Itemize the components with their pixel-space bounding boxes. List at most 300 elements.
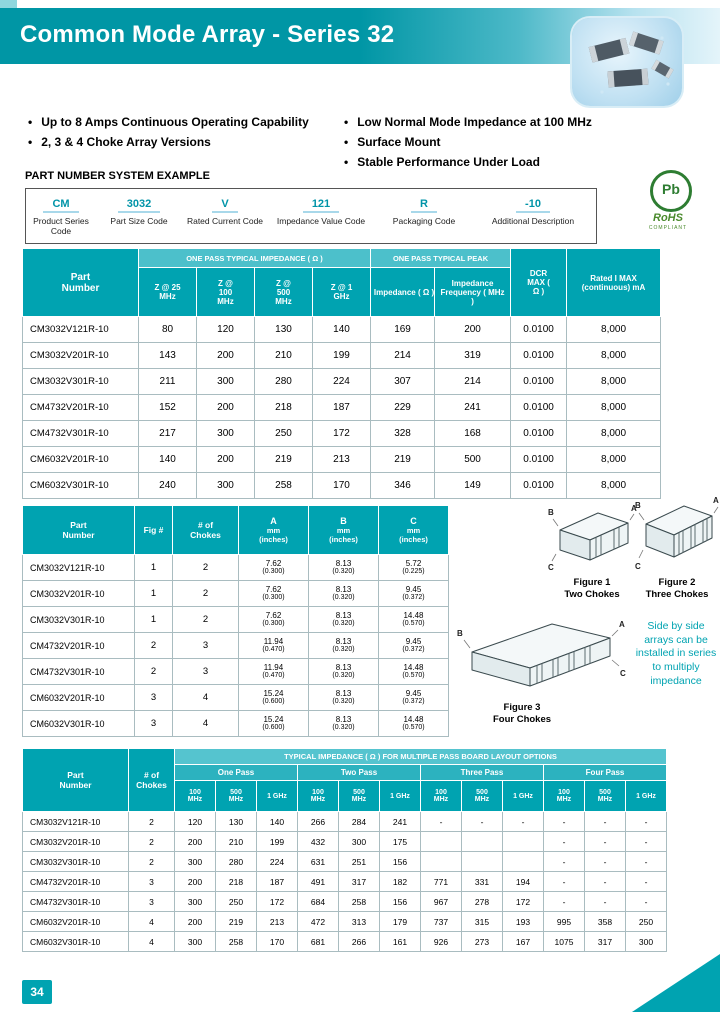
t3-freq-header <box>257 781 298 812</box>
table-row <box>23 659 449 685</box>
dimension-cell <box>379 711 449 737</box>
value-cell: 152 <box>139 395 197 421</box>
figure3-drawing <box>452 612 628 700</box>
value-cell: 284 <box>339 812 380 832</box>
table-row <box>23 892 667 912</box>
t2-header-part-label: Part Number <box>62 520 95 540</box>
value-cell: 140 <box>313 317 371 343</box>
bullet-text: Surface Mount <box>357 134 441 149</box>
pb-free-icon <box>650 170 692 212</box>
feature-bullet <box>344 116 704 130</box>
value-cell: 280 <box>255 369 313 395</box>
t3-freq-header <box>462 781 503 812</box>
part-number-cell: CM3032V201R-10 <box>23 581 135 607</box>
chokes-cell: 3 <box>173 633 239 659</box>
value-cell: - <box>585 832 626 852</box>
value-cell: 358 <box>585 912 626 932</box>
value-cell: 169 <box>371 317 435 343</box>
t1-header-dcr <box>511 249 567 317</box>
part-number-segment <box>96 194 182 226</box>
value-cell: 200 <box>175 912 216 932</box>
value-cell: - <box>544 812 585 832</box>
dimension-cell <box>239 581 309 607</box>
dim-mm-value: 9.45 <box>405 636 422 646</box>
value-cell <box>503 852 544 872</box>
impedance-spec-table <box>22 248 661 499</box>
value-cell: 210 <box>255 343 313 369</box>
dim-inch-value: (0.470) <box>262 672 285 680</box>
corner-triangle-decoration <box>632 954 720 1012</box>
part-number-segment <box>182 194 268 226</box>
value-cell: 193 <box>503 912 544 932</box>
dim-mm-value: 7.62 <box>265 558 282 568</box>
value-cell: 170 <box>313 473 371 499</box>
table-row <box>23 832 667 852</box>
dim-mm-value: 14.48 <box>403 610 424 620</box>
t1-subheader <box>139 268 197 317</box>
dimension-cell <box>379 659 449 685</box>
dim-inch-value: (0.570) <box>402 724 425 732</box>
dim-mm-value: 9.45 <box>405 584 422 594</box>
table-row <box>23 685 449 711</box>
t2-header-fig-label: Fig # <box>143 525 164 535</box>
dim-label-a: A <box>631 504 637 513</box>
dim-label-b: B <box>457 629 463 638</box>
value-cell: 156 <box>380 892 421 912</box>
value-cell: 251 <box>339 852 380 872</box>
chokes-cell: 4 <box>173 685 239 711</box>
value-cell: - <box>544 872 585 892</box>
dimension-cell <box>239 633 309 659</box>
dimension-cell <box>309 685 379 711</box>
value-cell: 187 <box>257 872 298 892</box>
t3-freq-header <box>298 781 339 812</box>
t3-freq-header <box>175 781 216 812</box>
t3-freq-label: 1 GHz <box>267 792 287 800</box>
value-cell: 241 <box>435 395 511 421</box>
dim-unit: mm <box>336 526 351 535</box>
fig-cell: 1 <box>135 555 173 581</box>
dim-inch-value: (0.300) <box>262 568 285 576</box>
bullet-icon: • <box>28 115 33 129</box>
part-number-cell: CM4732V301R-10 <box>23 892 129 912</box>
value-cell: - <box>544 852 585 872</box>
t3-freq-label: 1 GHz <box>636 792 656 800</box>
feature-bullet <box>28 136 338 150</box>
t3-freq-header <box>544 781 585 812</box>
product-photo <box>572 18 682 106</box>
dim-mm-value: 8.13 <box>335 714 352 724</box>
rohs-label: RoHS <box>653 212 683 224</box>
dimension-cell <box>379 633 449 659</box>
part-number-cell: CM3032V121R-10 <box>23 812 129 832</box>
value-cell: 926 <box>421 932 462 952</box>
value-cell: 240 <box>139 473 197 499</box>
figure2-drawing <box>634 492 720 572</box>
figure1-caption <box>546 577 638 602</box>
dim-inch-value: (0.372) <box>402 594 425 602</box>
value-cell: - <box>585 852 626 872</box>
dim-mm-value: 8.13 <box>335 584 352 594</box>
value-cell: 218 <box>255 395 313 421</box>
value-cell: 0.0100 <box>511 343 567 369</box>
table-row <box>23 473 661 499</box>
part-number-cell: CM4732V201R-10 <box>23 633 135 659</box>
table-row <box>23 607 449 633</box>
dim-label-a: A <box>619 620 625 629</box>
value-cell: 266 <box>298 812 339 832</box>
t1-header-group-peak: ONE PASS TYPICAL PEAK <box>371 249 511 268</box>
part-number-code-label: Impedance Value Code <box>276 216 366 226</box>
t3-freq-header <box>585 781 626 812</box>
t3-freq-label: 500 MHz <box>474 789 490 803</box>
table-row <box>23 581 449 607</box>
value-cell: - <box>626 892 667 912</box>
chokes-cell: 2 <box>129 812 175 832</box>
part-number-cell: CM3032V301R-10 <box>23 607 135 633</box>
t2-header-part <box>23 506 135 555</box>
value-cell: 199 <box>257 832 298 852</box>
value-cell: 200 <box>175 832 216 852</box>
dim-mm-value: 8.13 <box>335 636 352 646</box>
part-number-cell: CM6032V201R-10 <box>23 685 135 711</box>
chokes-cell: 4 <box>129 932 175 952</box>
dim-mm-value: 9.45 <box>405 688 422 698</box>
value-cell: - <box>626 812 667 832</box>
value-cell: 213 <box>257 912 298 932</box>
value-cell: 200 <box>197 395 255 421</box>
table-row <box>23 343 661 369</box>
value-cell: - <box>626 872 667 892</box>
bullet-icon: • <box>344 134 349 149</box>
dimensions-table <box>22 505 449 737</box>
page-title: Common Mode Array - Series 32 <box>20 21 395 48</box>
part-number-code: -10 <box>516 198 550 213</box>
chokes-cell: 3 <box>129 872 175 892</box>
value-cell <box>462 852 503 872</box>
value-cell: 120 <box>175 812 216 832</box>
value-cell: 771 <box>421 872 462 892</box>
value-cell: 258 <box>339 892 380 912</box>
value-cell: 130 <box>255 317 313 343</box>
t1-subheader <box>313 268 371 317</box>
rohs-sublabel: COMPLIANT <box>648 225 688 231</box>
value-cell: 266 <box>339 932 380 952</box>
fig-cell: 3 <box>135 685 173 711</box>
value-cell: - <box>544 892 585 912</box>
dim-inch-value: (0.372) <box>402 646 425 654</box>
value-cell: - <box>626 832 667 852</box>
t2-header-chokes <box>173 506 239 555</box>
value-cell: 161 <box>380 932 421 952</box>
value-cell: 250 <box>626 912 667 932</box>
value-cell: 170 <box>257 932 298 952</box>
fig-cell: 3 <box>135 711 173 737</box>
t1-subheader-label: Z @ 100 MHz <box>217 278 234 306</box>
part-number-cell: CM4732V301R-10 <box>23 421 139 447</box>
dim-unit: mm <box>266 526 281 535</box>
dim-mm-value: 8.13 <box>335 558 352 568</box>
value-cell: 217 <box>139 421 197 447</box>
value-cell: 300 <box>175 932 216 952</box>
value-cell: 8,000 <box>567 473 661 499</box>
table-row <box>23 555 449 581</box>
table-row <box>23 633 449 659</box>
dim-letter: B <box>340 516 347 526</box>
part-number-segment <box>474 194 592 226</box>
value-cell: - <box>503 812 544 832</box>
value-cell: 300 <box>175 852 216 872</box>
part-number-cell: CM6032V301R-10 <box>23 932 129 952</box>
t3-group-header: One Pass <box>175 765 298 781</box>
chokes-cell: 4 <box>129 912 175 932</box>
t3-title: TYPICAL IMPEDANCE ( Ω ) FOR MULTIPLE PASS BOARD LAYOUT OPTIONS <box>175 749 667 765</box>
dim-mm-value: 14.48 <box>403 714 424 724</box>
dimension-cell <box>309 607 379 633</box>
dim-label-b: B <box>635 501 641 510</box>
value-cell: 200 <box>197 447 255 473</box>
bullet-text: Stable Performance Under Load <box>357 154 540 169</box>
value-cell: 432 <box>298 832 339 852</box>
feature-bullet <box>344 156 704 170</box>
part-number-cell: CM3032V201R-10 <box>23 832 129 852</box>
dim-inch-value: (0.600) <box>262 698 285 706</box>
value-cell: 500 <box>435 447 511 473</box>
part-number-code-label: Part Size Code <box>110 216 168 226</box>
table-row <box>23 912 667 932</box>
value-cell: 631 <box>298 852 339 872</box>
part-number-code: R <box>411 198 437 213</box>
figure2-caption-title: Figure 2 <box>658 577 696 588</box>
value-cell: 331 <box>462 872 503 892</box>
value-cell: 210 <box>216 832 257 852</box>
value-cell: 300 <box>197 421 255 447</box>
dim-inch-value: (0.320) <box>332 594 355 602</box>
part-number-cell: CM3032V201R-10 <box>23 343 139 369</box>
part-number-grid <box>26 189 596 248</box>
value-cell <box>462 832 503 852</box>
t3-header-part-label: Part Number <box>59 770 92 790</box>
t3-freq-header <box>339 781 380 812</box>
dim-inch-value: (0.300) <box>262 594 285 602</box>
table-row <box>23 447 661 473</box>
value-cell: 8,000 <box>567 343 661 369</box>
value-cell: 0.0100 <box>511 447 567 473</box>
fig-cell: 2 <box>135 633 173 659</box>
dim-label-c: C <box>548 563 554 572</box>
value-cell: 307 <box>371 369 435 395</box>
value-cell: - <box>585 892 626 912</box>
fig-cell: 1 <box>135 607 173 633</box>
chokes-cell: 2 <box>129 832 175 852</box>
table-row <box>23 852 667 872</box>
value-cell: - <box>544 832 585 852</box>
part-number-cell: CM6032V301R-10 <box>23 473 139 499</box>
figure2-caption-sub: Three Chokes <box>645 589 709 601</box>
chokes-cell: 2 <box>173 581 239 607</box>
dim-letter: A <box>270 516 277 526</box>
value-cell: 319 <box>435 343 511 369</box>
t1-subheader <box>371 268 435 317</box>
dimension-cell <box>309 633 379 659</box>
dimension-cell <box>239 607 309 633</box>
part-number-cell: CM6032V301R-10 <box>23 711 135 737</box>
value-cell: 224 <box>313 369 371 395</box>
value-cell: 273 <box>462 932 503 952</box>
t1-header-rated <box>567 249 661 317</box>
value-cell: 1075 <box>544 932 585 952</box>
dim-mm-value: 11.94 <box>263 662 284 672</box>
dim-unit-inches: (inches) <box>399 535 428 544</box>
t3-header-chokes-label: # of Chokes <box>136 770 167 790</box>
t3-group-header: Three Pass <box>421 765 544 781</box>
value-cell: 219 <box>216 912 257 932</box>
t3-freq-label: 500 MHz <box>351 789 367 803</box>
part-number-cell: CM6032V201R-10 <box>23 912 129 932</box>
feature-list-right <box>344 116 704 175</box>
value-cell: 172 <box>257 892 298 912</box>
figure1-caption-sub: Two Chokes <box>564 589 620 601</box>
value-cell: 250 <box>255 421 313 447</box>
feature-bullet <box>28 116 338 130</box>
value-cell: - <box>626 852 667 872</box>
t3-freq-header <box>626 781 667 812</box>
part-number-code: 3032 <box>118 198 160 213</box>
dim-inch-value: (0.470) <box>262 646 285 654</box>
dim-inch-value: (0.320) <box>332 646 355 654</box>
value-cell: 258 <box>216 932 257 952</box>
table-row <box>23 317 661 343</box>
table-row <box>23 369 661 395</box>
part-number-segment <box>268 194 374 226</box>
t3-freq-header <box>216 781 257 812</box>
value-cell: 167 <box>503 932 544 952</box>
figure1-drawing <box>546 500 638 574</box>
value-cell: 213 <box>313 447 371 473</box>
part-number-box <box>25 188 597 244</box>
part-number-cell: CM6032V201R-10 <box>23 447 139 473</box>
dim-unit-inches: (inches) <box>329 535 358 544</box>
dimension-cell <box>239 685 309 711</box>
dimension-cell <box>239 711 309 737</box>
dimension-cell <box>379 555 449 581</box>
dim-inch-value: (0.600) <box>262 724 285 732</box>
value-cell: 684 <box>298 892 339 912</box>
part-number-code-label: Product Series Code <box>33 216 89 237</box>
table-row <box>23 711 449 737</box>
value-cell: 300 <box>626 932 667 952</box>
part-number-cell: CM3032V301R-10 <box>23 852 129 872</box>
value-cell: 250 <box>216 892 257 912</box>
part-number-code-label: Additional Description <box>491 216 575 226</box>
t1-header-rated-label: Rated I MAX (continuous) mA <box>581 273 646 292</box>
table-row <box>23 872 667 892</box>
value-cell: 200 <box>435 317 511 343</box>
value-cell: 737 <box>421 912 462 932</box>
part-number-segment <box>374 194 474 226</box>
t3-freq-label: 1 GHz <box>513 792 533 800</box>
dim-label-b: B <box>548 508 554 517</box>
chokes-cell: 2 <box>129 852 175 872</box>
figure3-caption-sub: Four Chokes <box>492 714 552 726</box>
value-cell: 0.0100 <box>511 395 567 421</box>
value-cell: 140 <box>139 447 197 473</box>
t3-freq-label: 100 MHz <box>556 789 572 803</box>
t3-freq-header <box>421 781 462 812</box>
value-cell: 156 <box>380 852 421 872</box>
part-number-cell: CM3032V301R-10 <box>23 369 139 395</box>
dim-mm-value: 8.13 <box>335 610 352 620</box>
chokes-cell: 3 <box>129 892 175 912</box>
dim-mm-value: 8.13 <box>335 662 352 672</box>
value-cell: 8,000 <box>567 317 661 343</box>
t3-header-chokes <box>129 749 175 812</box>
dim-label-c: C <box>635 562 641 571</box>
dim-inch-value: (0.320) <box>332 568 355 576</box>
value-cell: 194 <box>503 872 544 892</box>
chokes-cell: 3 <box>173 659 239 685</box>
value-cell: 199 <box>313 343 371 369</box>
chokes-cell: 2 <box>173 607 239 633</box>
value-cell: 200 <box>197 343 255 369</box>
dimension-cell <box>309 659 379 685</box>
value-cell: 140 <box>257 812 298 832</box>
dim-mm-value: 7.62 <box>265 584 282 594</box>
dim-unit-inches: (inches) <box>259 535 288 544</box>
value-cell: 211 <box>139 369 197 395</box>
dim-label-a: A <box>713 496 719 505</box>
value-cell: - <box>462 812 503 832</box>
value-cell: - <box>585 872 626 892</box>
dimension-cell <box>309 555 379 581</box>
t3-freq-header <box>380 781 421 812</box>
value-cell: 214 <box>435 369 511 395</box>
dimension-cell <box>309 581 379 607</box>
dim-mm-value: 11.94 <box>263 636 284 646</box>
t1-subheader-label: Z @ 25 MHz <box>154 283 181 301</box>
value-cell: 8,000 <box>567 421 661 447</box>
dim-inch-value: (0.570) <box>402 620 425 628</box>
pb-label: Pb <box>662 181 680 197</box>
dim-inch-value: (0.300) <box>262 620 285 628</box>
t1-header-part <box>23 249 139 317</box>
dim-inch-value: (0.570) <box>402 672 425 680</box>
chokes-cell: 4 <box>173 711 239 737</box>
part-number-cell: CM3032V121R-10 <box>23 555 135 581</box>
table-row <box>23 812 667 832</box>
t3-freq-label: 500 MHz <box>228 789 244 803</box>
value-cell: 200 <box>175 872 216 892</box>
figure3-caption-title: Figure 3 <box>503 702 541 713</box>
fig-cell: 1 <box>135 581 173 607</box>
t2-header-fig <box>135 506 173 555</box>
t3-group-header: Two Pass <box>298 765 421 781</box>
value-cell: 175 <box>380 832 421 852</box>
value-cell: 0.0100 <box>511 421 567 447</box>
part-number-cell: CM4732V201R-10 <box>23 395 139 421</box>
part-number-heading: PART NUMBER SYSTEM EXAMPLE <box>25 170 210 182</box>
value-cell: 218 <box>216 872 257 892</box>
value-cell: - <box>421 812 462 832</box>
value-cell: 187 <box>313 395 371 421</box>
t1-header-dcr-label: DCR MAX ( Ω ) <box>527 269 550 296</box>
value-cell: 300 <box>175 892 216 912</box>
value-cell: 967 <box>421 892 462 912</box>
value-cell: 179 <box>380 912 421 932</box>
chokes-cell: 2 <box>173 555 239 581</box>
t1-subheader-label: Impedance Frequency ( MHz ) <box>440 278 505 306</box>
t3-freq-label: 100 MHz <box>433 789 449 803</box>
